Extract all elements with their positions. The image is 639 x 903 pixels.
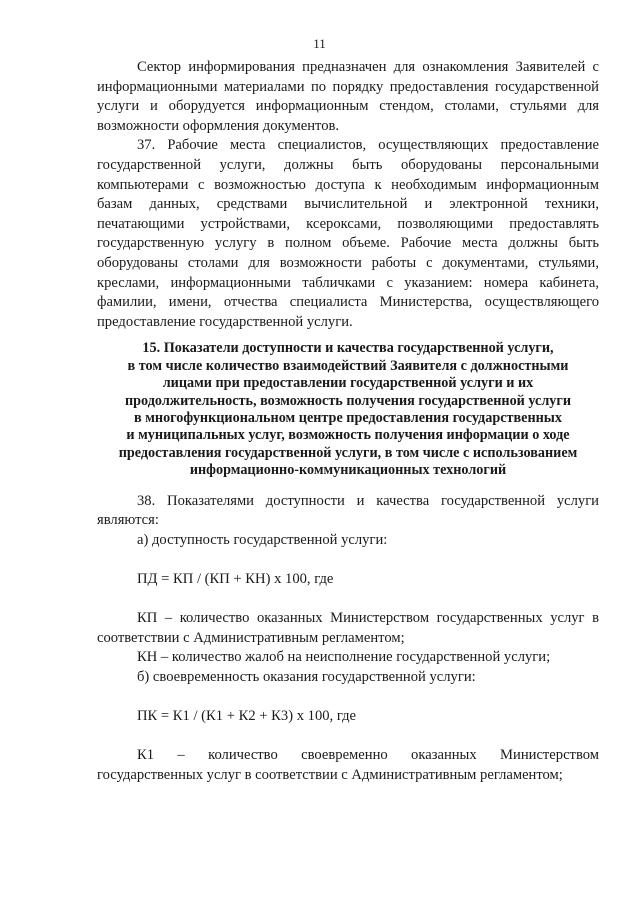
definition-kn: КН – количество жалоб на неисполнение государственной услуги; — [137, 649, 551, 666]
document-body — [97, 58, 599, 785]
paragraph-37: 37. Рабочие места специалистов, осуществляющих предоставление государственной услуги, должны быть оборудованы персональными компьютерами с возможностью доступа к необходимым информационным базам данных, средствами вычислительной и электронной техники, печатающими устройствами, ксероксами, позволяющими предоставлять государственную услугу в полном объеме. Рабочие места должны быть оборудованы столами для возможности работы с документами, стульями, креслами, информационными табличками с указанием: номера кабинета, фамилии, имени, отчества специалиста Министерства, осуществляющего предоставление государственной услуги. — [97, 137, 599, 330]
definition-k1-line2: государственных услуг в соответствии с Административным регламентом; — [97, 766, 563, 783]
heading-line: предоставления государственной услуги, в том числе с использованием — [118, 444, 578, 461]
formula-pd: ПД = КП / (КП + КН) х 100, где — [137, 570, 334, 587]
heading-line: 15. Показатели доступности и качества государственной услуги, — [142, 340, 554, 357]
heading-line: в многофункциональном центре предоставления государственных — [134, 409, 562, 426]
spacer — [97, 688, 599, 708]
definition-kp: КП – количество оказанных Министерством государственных услуг в соответствии с Административным регламентом; — [97, 610, 599, 646]
definition-k1-line1: К1 – количество своевременно оказанных Министерством — [137, 747, 599, 764]
paragraph-38: 38. Показателями доступности и качества государственной услуги являются: — [97, 492, 599, 529]
page-number: 11 — [313, 36, 326, 51]
heading-line: информационно-коммуникационных технологий — [189, 462, 507, 479]
heading-line: лицами при предоставлении государственной услуги и их — [162, 375, 534, 392]
heading-line: и муниципальных услуг, возможность получения информации о ходе — [126, 427, 570, 444]
item-b: б) своевременность оказания государственной услуги: — [137, 668, 476, 685]
heading-line: продолжительность, возможность получения государственной услуги — [124, 392, 572, 409]
heading-line: в том числе количество взаимодействий Заявителя с должностными — [127, 357, 569, 374]
section-heading-15 — [97, 340, 599, 479]
spacer — [97, 590, 599, 610]
spacer — [97, 550, 599, 570]
item-a: а) доступность государственной услуги: — [137, 531, 388, 548]
spacer — [97, 727, 599, 747]
paragraph-sector: Сектор информирования предназначен для ознакомления Заявителей с информационными материалами по порядку предоставления государственной услуги и оборудуется информационным стендом, столами, стульями для возможности оформления документов. — [97, 59, 599, 134]
formula-pk: ПК = К1 / (К1 + К2 + К3) х 100, где — [137, 708, 356, 725]
